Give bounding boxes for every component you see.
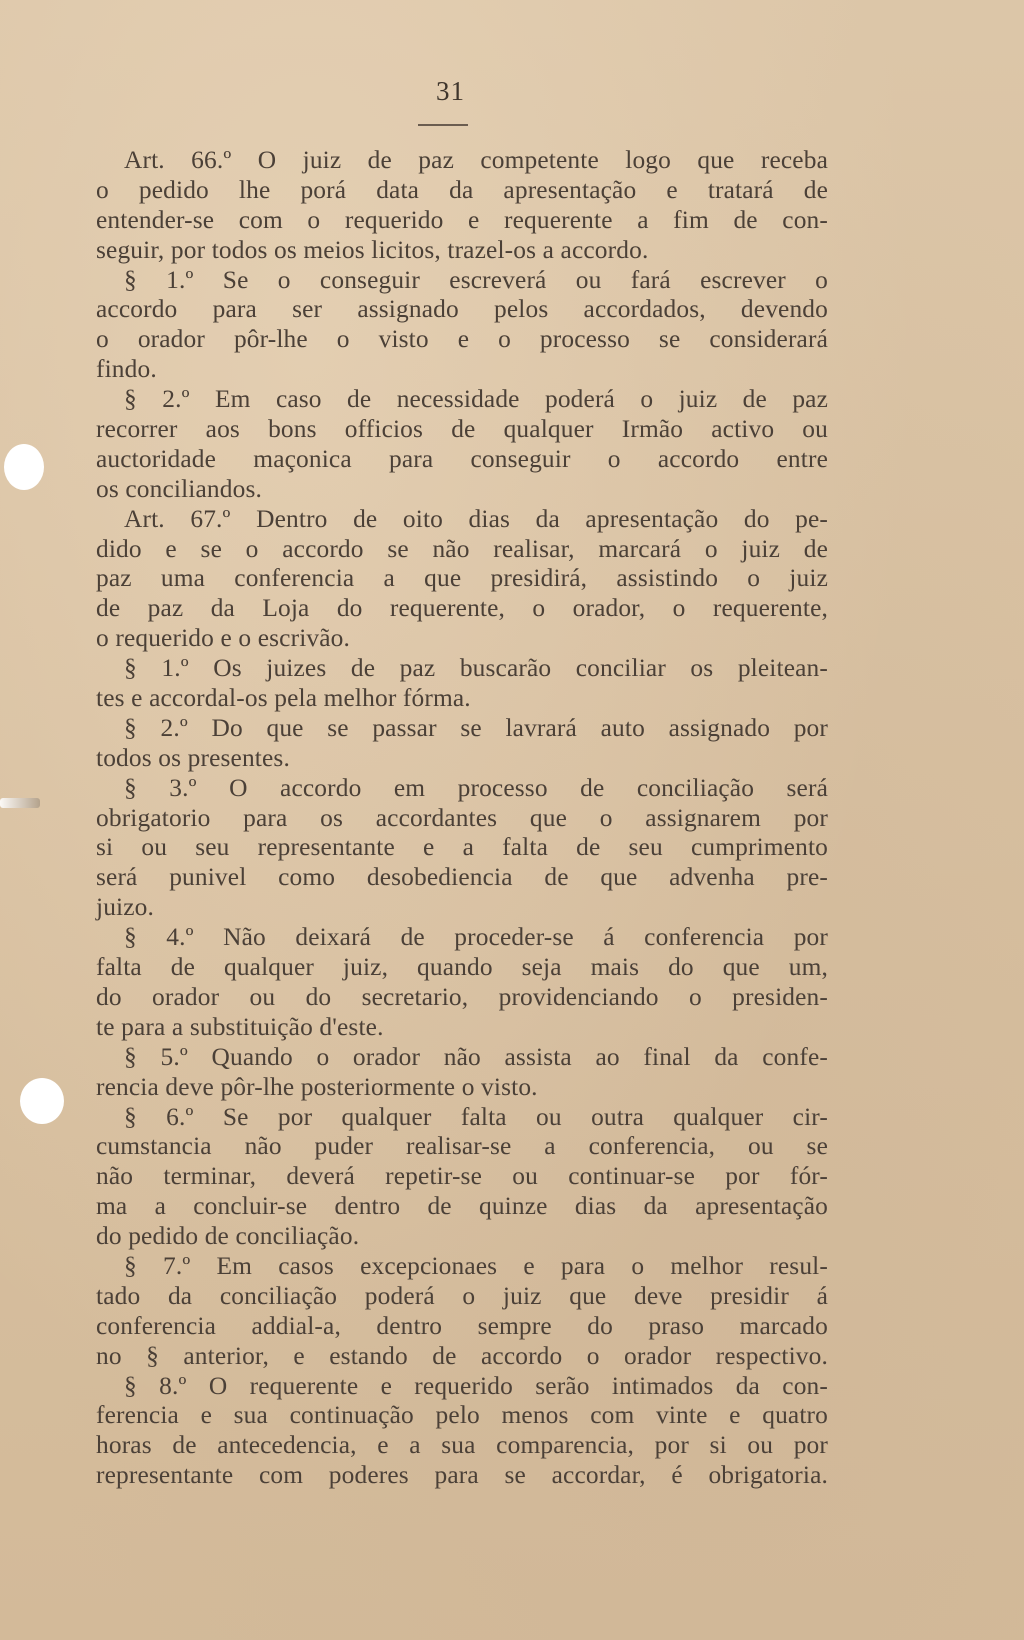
text-line: § 1.º Se o conseguir escreverá ou fará escrever o (124, 265, 828, 294)
text-line: do pedido de conciliação. (96, 1222, 360, 1251)
text-line: tes e accordal-os pela melhor fórma. (96, 684, 471, 713)
text-line: ferencia e sua continuação pelo menos com vinte e quatro (96, 1401, 828, 1430)
body-text (96, 146, 828, 1491)
text-line: § 1.º Os juizes de paz buscarão conciliar os pleitean- (124, 654, 828, 683)
text-line: o orador pôr-lhe o visto e o processo se considerará (96, 325, 828, 354)
text-line: juizo. (96, 893, 155, 922)
text-line: representante com poderes para se accordar, é obrigatoria. (96, 1461, 828, 1490)
text-line: rencia deve pôr-lhe posteriormente o visto. (96, 1072, 538, 1101)
text-line: findo. (96, 355, 157, 384)
text-line: § 3.º O accordo em processo de conciliação será (124, 773, 828, 802)
text-line: conferencia addial-a, dentro sempre do praso marcado (96, 1311, 828, 1340)
text-line: § 7.º Em casos excepcionaes e para o melhor resul- (124, 1251, 828, 1280)
text-line: do orador ou do secretario, providenciando o presiden- (96, 982, 828, 1011)
text-line: § 6.º Se por qualquer falta ou outra qualquer cir- (124, 1102, 828, 1131)
text-line: seguir, por todos os meios licitos, trazel-os a accordo. (96, 235, 649, 264)
text-line: falta de qualquer juiz, quando seja mais do que um, (96, 953, 828, 982)
text-line: no § anterior, e estando de accordo o orador respectivo. (96, 1341, 828, 1370)
text-line: Art. 67.º Dentro de oito dias da apresentação do pe- (124, 504, 828, 533)
header-rule (418, 124, 468, 126)
text-line: § 4.º Não deixará de proceder-se á conferencia por (124, 923, 828, 952)
text-line: § 2.º Em caso de necessidade poderá o juiz de paz (124, 385, 828, 414)
text-line: tado da conciliação poderá o juiz que deve presidir á (96, 1281, 828, 1310)
text-line: te para a substituição d'este. (96, 1012, 384, 1041)
text-line: Art. 66.º O juiz de paz competente logo que receba (124, 146, 828, 174)
text-line: o pedido lhe porá data da apresentação e tratará de (96, 175, 828, 204)
text-line: de paz da Loja do requerente, o orador, o requerente, (96, 594, 828, 623)
text-line: § 8.º O requerente e requerido serão intimados da con- (124, 1371, 828, 1400)
text-line: § 5.º Quando o orador não assista ao final da confe- (124, 1042, 828, 1071)
text-line: ma a concluir-se dentro de quinze dias da apresentação (96, 1192, 828, 1221)
text-line: dido e se o accordo se não realisar, marcará o juiz de (96, 534, 828, 563)
text-line: si ou seu representante e a falta de seu cumprimento (96, 833, 828, 862)
text-line: os conciliandos. (96, 474, 263, 503)
text-line: recorrer aos bons officios de qualquer Irmão activo ou (96, 415, 828, 444)
text-line: não terminar, deverá repetir-se ou continuar-se por fór- (96, 1162, 828, 1191)
text-line: horas de antecedencia, e a sua comparencia, por si ou por (96, 1431, 828, 1460)
binding-hole-bottom (20, 1078, 64, 1124)
text-line: será punivel como desobediencia de que advenha pre- (96, 863, 828, 892)
margin-tab-mark (0, 798, 40, 808)
text-line: paz uma conferencia a que presidirá, assistindo o juiz (96, 564, 828, 593)
text-line: accordo para ser assignado pelos accordados, devendo (96, 295, 828, 324)
text-line: cumstancia não puder realisar-se a conferencia, ou se (96, 1132, 828, 1161)
text-line: § 2.º Do que se passar se lavrará auto assignado por (124, 713, 828, 742)
text-line: todos os presentes. (96, 743, 290, 772)
binding-hole-top (4, 444, 44, 490)
text-line: o requerido e o escrivão. (96, 624, 351, 653)
text-line: obrigatorio para os accordantes que o assignarem por (96, 803, 828, 832)
page-number: 31 (436, 76, 465, 106)
text-line: entender-se com o requerido e requerente a fim de con- (96, 205, 828, 234)
text-line: auctoridade maçonica para conseguir o accordo entre (96, 444, 828, 473)
